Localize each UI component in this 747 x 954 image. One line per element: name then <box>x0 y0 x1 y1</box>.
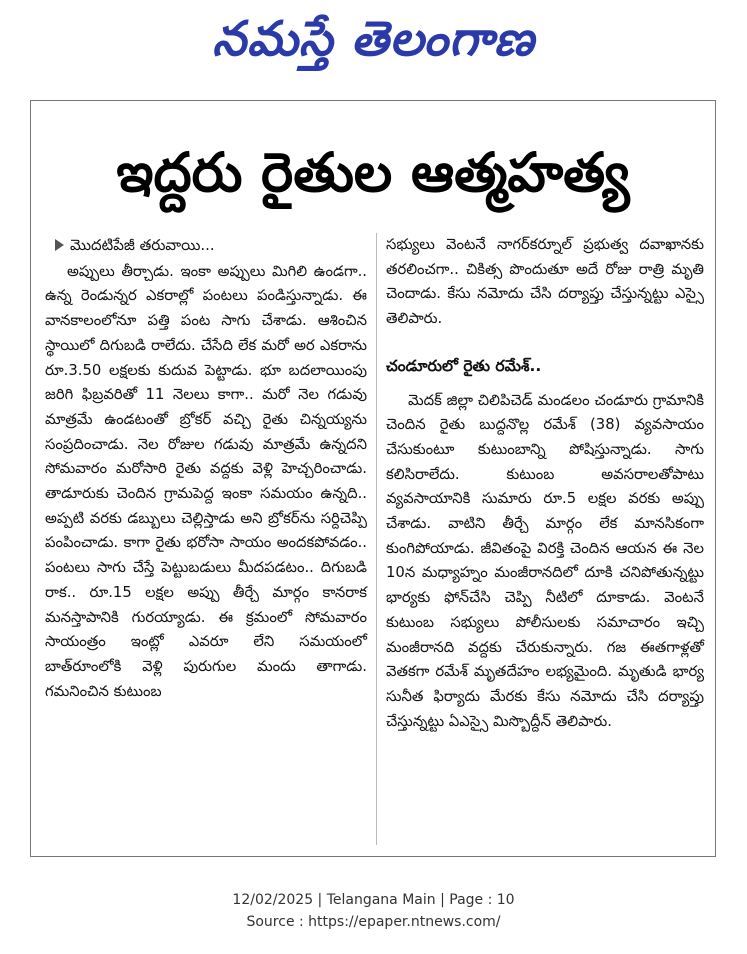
article-paragraph: అప్పులు తీర్చాడు. ఇంకా అప్పులు మిగిలి ఉండగా.. ఉన్న రెండున్నర ఎకరాల్లో పంటలు పండిస్తున్నాడు. ఈ వానకాలంలోనూ పత్తి పంట సాగు చేశాడు. ఆశించిన స్థాయిలో దిగుబడి రాలేదు. చేసేది లేక మరో అర ఎకరాను రూ.3.50 లక్షలకు కుదువ పెట్టాడు. భూ బదలాయింపు జరిగి ఫిబ్రవరితో 11 నెలలు కాగా.. మరో నెల గడువు మాత్రమే ఉండటంతో బ్రోకర్ వచ్చి రైతు చిన్నయ్యను సంప్రదించాడు. నెల రోజుల గడువు మాత్రమే ఉన్నదని సోమవారం మరోసారి రైతు వద్దకు వెళ్లి హెచ్చరించాడు. తాడూరుకు చెందిన గ్రామపెద్ద ఇంకా సమయం ఉన్నది.. అప్పటి వరకు డబ్బులు చెల్లిస్తాడు అని బ్రోకర్‌ను సర్దిచెప్పి పంపించాడు. కాగా రైతు భరోసా సాయం అందకపోవడం.. పంటలు సాగు చేస్తే పెట్టుబడులు మీదపడటం.. దిగుబడి రాక.. రూ.15 లక్షల అప్పు తీర్చే మార్గం కానరాక మనస్తాపానికి గురయ్యాడు. ఈ క్రమంలో సోమవారం సాయంత్రం ఇంట్లో ఎవరూ లేని సమయంలో బాత్‌రూంలోకి వెళ్లి పురుగుల మందు తాగాడు. గమనించిన కుటుంబ <box>45 262 367 700</box>
triangle-arrow-icon <box>55 239 64 251</box>
article-column-right <box>386 233 704 734</box>
section-subheading: చండూరులో రైతు రమేశ్.. <box>386 356 542 375</box>
kicker-label: మొదటిపేజీ తరువాయి... <box>70 236 215 254</box>
footer-source: Source : https://epaper.ntnews.com/ <box>246 914 501 930</box>
continuation-kicker <box>45 233 367 258</box>
article-headline: ఇద్దరు రైతుల ఆత్మహత్య <box>116 141 630 204</box>
masthead-logo: నమస్తే తెలంగాణ <box>212 11 535 67</box>
column-divider <box>376 233 377 845</box>
footer-date-page: 12/02/2025 | Telangana Main | Page : 10 <box>232 892 515 908</box>
article-column-left <box>45 233 367 704</box>
article-paragraph: మెదక్ జిల్లా చిలిపిచెడ్ మండలం చండూరు గ్రామానికి చెందిన రైతు బుద్దనొల్ల రమేశ్ (38) వ్యవసాయం చేసుకుంటూ కుటుంబాన్ని పోషిస్తున్నాడు. సాగు కలిసిరాలేదు. కుటుంబ అవసరాలతోపాటు వ్యవసాయానికి సుమారు రూ.5 లక్షల వరకు అప్పు చేశాడు. వాటిని తీర్చే మార్గం లేక మానసికంగా కుంగిపోయాడు. జీవితంపై విరక్తి చెందిన ఆయన ఈ నెల 10న మధ్యాహ్నం మంజీరానదిలో దూకి చనిపోతున్నట్టు భార్యకు ఫోన్‌చేసి చెప్పి నీటిలో దూకాడు. వెంటనే కుటుంబ సభ్యులు పోలీసులకు సమాచారం ఇచ్చి మంజీరానది వద్దకు చేరుకున్నారు. గజ ఈతగాళ్లతో వెతకగా రమేశ్ మృతదేహం లభ్యమైంది. మృతుడి భార్య సునీత ఫిర్యాదు మేరకు కేసు నమోదు చేసి దర్యాప్తు చేస్తున్నట్టు ఏఎస్సై మిస్బొద్దీన్ తెలిపారు. <box>386 391 704 730</box>
article-paragraph: సభ్యులు వెంటనే నాగర్‌కర్నూల్ ప్రభుత్వ దవాఖానకు తరలించగా.. చికిత్స పొందుతూ అదే రోజు రాత్రి మృతి చెందాడు. కేసు నమోదు చేసి దర్యాప్తు చేస్తున్నట్టు ఎస్సై తెలిపారు. <box>386 236 704 328</box>
article-clipping <box>30 100 716 857</box>
